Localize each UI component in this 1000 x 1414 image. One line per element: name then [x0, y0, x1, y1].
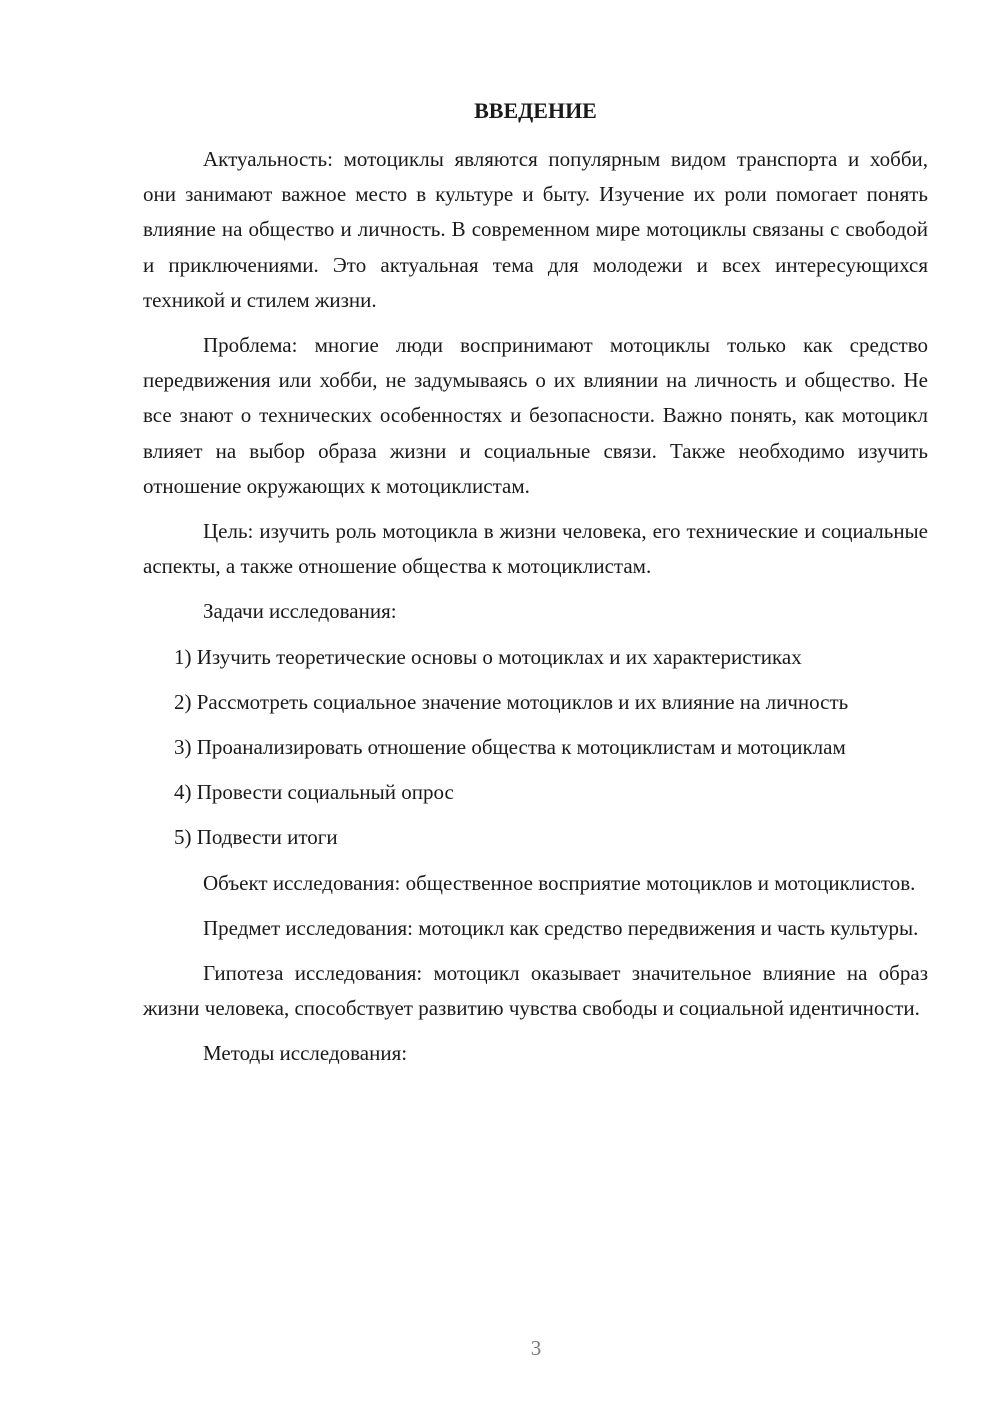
task-item-3: 3) Проанализировать отношение общества к мотоциклистам и мотоциклам: [174, 735, 846, 760]
task-item-1: 1) Изучить теоретические основы о мотоциклах и их характеристиках: [174, 644, 802, 669]
document-body: [143, 142, 928, 1082]
paragraph-object: Объект исследования: общественное восприятие мотоциклов и мотоциклистов.: [203, 870, 916, 895]
paragraph-subject: Предмет исследования: мотоцикл как средство передвижения и часть культуры.: [203, 915, 919, 940]
task-item-5: 5) Подвести итоги: [174, 825, 338, 850]
paragraph-hypothesis: Гипотеза исследования: мотоцикл оказывает значительное влияние на образ жизни человека, способствует развитию чувства свободы и социальной идентичности.: [143, 961, 928, 1021]
paragraph-goal: Цель: изучить роль мотоцикла в жизни человека, его технические и социальные аспекты, а также отношение общества к мотоциклистам.: [143, 519, 928, 579]
page-number: 3: [530, 1336, 542, 1360]
paragraph-problem: Проблема: многие люди воспринимают мотоциклы только как средство передвижения или хобби, не задумываясь о их влиянии на личность и общество. Не все знают о технических особенностях и безопасности. Важно понять, как мотоцикл влияет на выбор образа жизни и социальные связи. Также необходимо изучить отношение окружающих к мотоциклистам.: [143, 333, 928, 498]
page-title: ВВЕДЕНИЕ: [474, 98, 597, 123]
task-item-2: 2) Рассмотреть социальное значение мотоциклов и их влияние на личность: [174, 689, 849, 714]
paragraph-tasks-heading: Задачи исследования:: [203, 599, 397, 624]
task-item-4: 4) Провести социальный опрос: [174, 780, 454, 805]
paragraph-methods: Методы исследования:: [203, 1041, 408, 1066]
paragraph-relevance: Актуальность: мотоциклы являются популярным видом транспорта и хобби, они занимают важное место в культуре и быту. Изучение их роли помогает понять влияние на общество и личность. В современном мире мотоциклы связаны с свободой и приключениями. Это актуальная тема для молодежи и всех интересующихся техникой и стилем жизни.: [143, 147, 928, 312]
